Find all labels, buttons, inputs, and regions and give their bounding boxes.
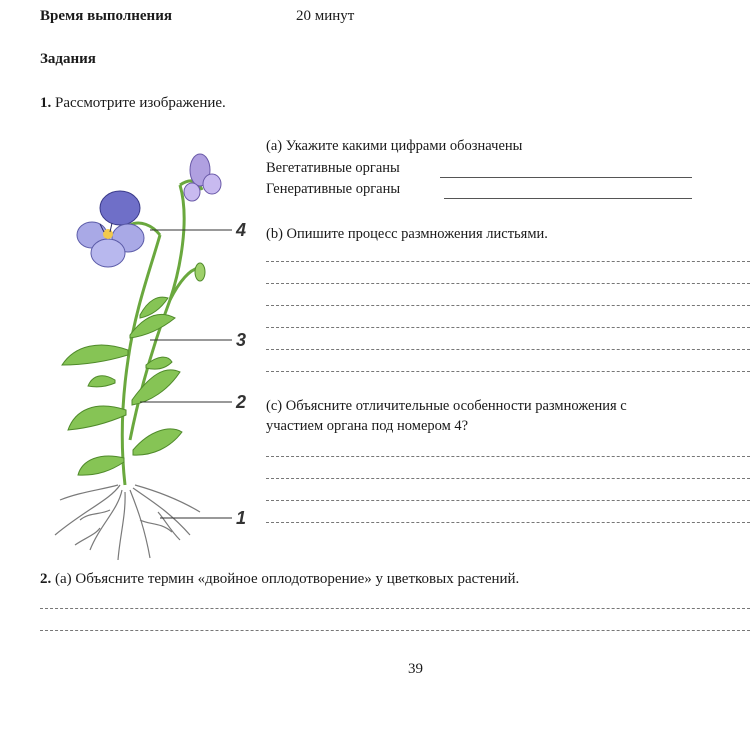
- veg-organs-answer-line[interactable]: [440, 177, 692, 178]
- main-flower: [77, 191, 144, 267]
- leader-lines: [140, 230, 232, 518]
- small-flower: [184, 154, 221, 201]
- part-c-line1: (c) Объясните отличительные особенности размножения с: [266, 398, 627, 414]
- task2-number: 2.: [40, 571, 52, 587]
- task2-prompt: (а) Объясните термин «двойное оплодотворение» у цветковых растений.: [55, 571, 520, 587]
- veg-organs-label: Вегетативные органы: [266, 160, 400, 176]
- time-label: Время выполнения: [40, 8, 172, 24]
- part-b-answer-line[interactable]: [266, 371, 750, 372]
- part-c-answer-line[interactable]: [266, 456, 750, 457]
- part-b-answer-line[interactable]: [266, 349, 750, 350]
- task1-number: 1.: [40, 95, 52, 111]
- task2-question: [40, 571, 519, 588]
- part-c-line2: участием органа под номером 4?: [266, 418, 469, 434]
- label-1: 1: [236, 508, 247, 528]
- plant-roots: [55, 485, 200, 560]
- label-2: 2: [236, 392, 247, 412]
- tasks-heading: Задания: [40, 51, 96, 67]
- task1-prompt: Рассмотрите изображение.: [55, 95, 226, 111]
- part-b-answer-line[interactable]: [266, 327, 750, 328]
- part-c-answer-line[interactable]: [266, 500, 750, 501]
- gen-organs-label: Генеративные органы: [266, 181, 401, 197]
- part-b-answer-line[interactable]: [266, 305, 750, 306]
- part-c-answer-line[interactable]: [266, 522, 750, 523]
- label-3: 3: [236, 330, 247, 350]
- label-4: 4: [236, 220, 247, 240]
- part-b-title: (b) Опишите процесс размножения листьями.: [266, 226, 548, 242]
- part-b-answer-line[interactable]: [266, 261, 750, 262]
- time-value: 20 минут: [296, 8, 355, 24]
- gen-organs-answer-line[interactable]: [444, 198, 692, 199]
- part-b-answer-line[interactable]: [266, 283, 750, 284]
- task2-answer-line[interactable]: [40, 608, 750, 609]
- page-number: 39: [408, 661, 423, 677]
- task2-answer-line[interactable]: [40, 630, 750, 631]
- task1-question: [40, 95, 226, 112]
- plant-illustration: [40, 140, 265, 570]
- part-c-answer-line[interactable]: [266, 478, 750, 479]
- flower-bud: [195, 263, 205, 281]
- part-a-title: (а) Укажите какими цифрами обозначены: [266, 138, 523, 154]
